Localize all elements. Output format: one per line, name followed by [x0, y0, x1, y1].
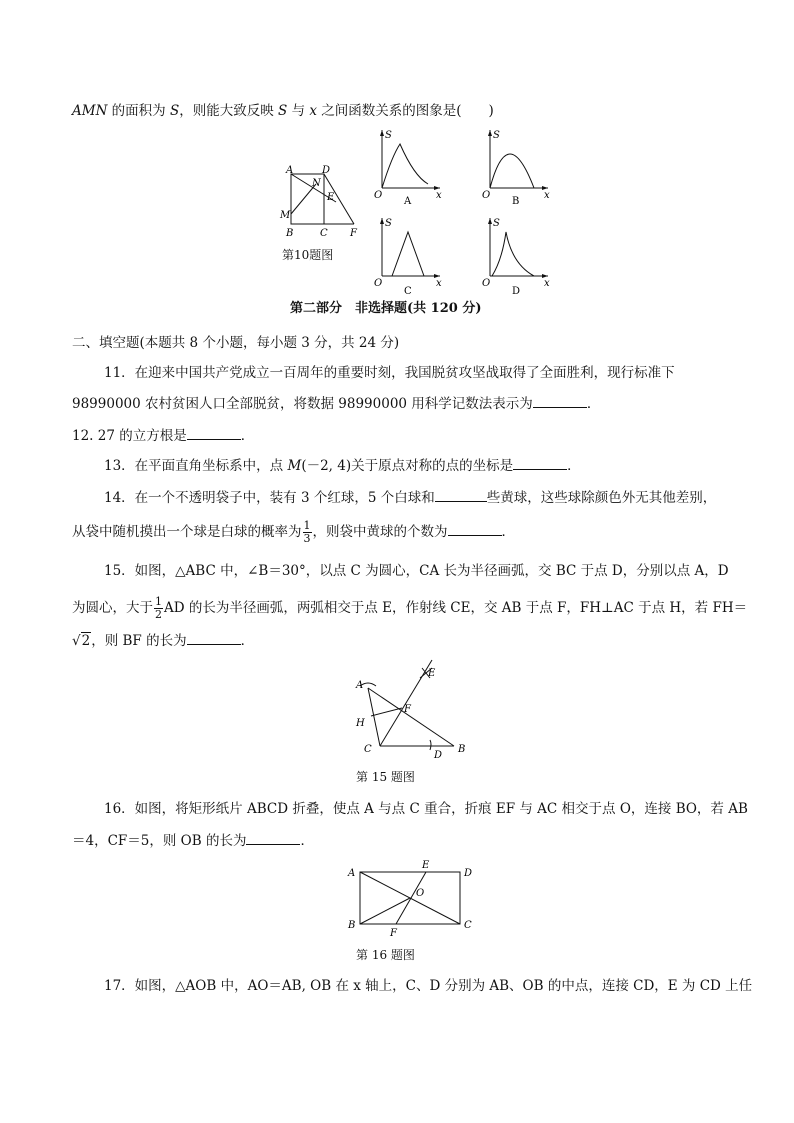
- q15-frac-num: 1: [155, 595, 162, 608]
- q15-label-B: B: [458, 744, 466, 755]
- q10-label-A: A: [286, 165, 294, 176]
- q15-frac-den: 2: [155, 608, 162, 621]
- q14-line1-a: 14．在一个不透明袋子中，装有 3 个红球，5 个白球和: [104, 490, 435, 506]
- q15-label-H: H: [356, 718, 365, 729]
- q15-line2: [72, 596, 747, 621]
- q14-line1-b: 些黄球，这些球除颜色外无其他差别，: [486, 490, 717, 506]
- q10-b-axis-y: S: [493, 130, 500, 141]
- q10-figure-caption: 第10题图: [282, 248, 334, 262]
- q10-label-B: B: [286, 228, 294, 239]
- q16-figure: [346, 858, 496, 938]
- q11-line2-text: 98990000 农村贫困人口全部脱贫，将数据 98990000 用科学记数法表示为: [72, 396, 533, 412]
- q10-text-d: ，则能大致反映: [179, 103, 279, 119]
- q12-line: [72, 427, 254, 445]
- q13-pre: 13．在平面直角坐标系中，点: [104, 458, 288, 474]
- q10-text-a: AMN: [72, 103, 108, 119]
- q14-answer-blank[interactable]: [448, 523, 502, 536]
- q10-label-C: C: [320, 228, 328, 239]
- q10-text-f: 与: [287, 103, 310, 119]
- q10-c-label: C: [404, 286, 412, 297]
- q15-line1: 15．如图，△ABC 中，∠B＝30°，以点 C 为圆心，CA 长为半径画弧，交 BC 于点 D，分别以点 A，D: [104, 563, 729, 579]
- q15-label-D: D: [434, 750, 443, 761]
- q10-d-axis-x: x: [544, 278, 550, 289]
- q11-end: ．: [586, 396, 601, 412]
- section2-title: 二、填空题(本题共 8 个小题，每小题 3 分，共 24 分): [72, 335, 400, 351]
- q15-line2-b: AD 的长为半径画弧，两弧相交于点 E，作射线 CE，交 AB 于点 F，FH⊥AC 于点 H，若 FH＝: [164, 600, 748, 616]
- q10-b-label: B: [512, 196, 520, 207]
- q15-label-A: A: [356, 680, 364, 691]
- q15-label-C: C: [364, 744, 372, 755]
- q14-line1: [104, 489, 716, 507]
- q15-fraction: [154, 596, 163, 621]
- q13-answer-blank[interactable]: [513, 457, 567, 470]
- q10-graph-c: [370, 214, 450, 297]
- q10-text-c: S: [169, 103, 180, 119]
- q14-line2-a: 从袋中随机摸出一个球是白球的概率为: [72, 524, 302, 540]
- q14-frac-den: 3: [303, 532, 311, 545]
- part2-title: 第二部分 非选择题(共 120 分): [290, 301, 482, 316]
- q10-b-origin: O: [482, 190, 491, 201]
- q11-line2: [72, 395, 600, 413]
- q15-line3: [72, 632, 254, 650]
- q14-blank-yellow[interactable]: [435, 489, 487, 502]
- q16-label-C: C: [464, 920, 472, 931]
- q13-point: M: [287, 458, 302, 474]
- q16-line1: 16．如图，将矩形纸片 ABCD 折叠，使点 A 与点 C 重合，折痕 EF 与 AC 相交于点 O，连接 BO，若 AB: [104, 801, 748, 817]
- q10-label-N: N: [312, 178, 321, 189]
- q10-label-F: F: [350, 228, 357, 239]
- q10-a-axis-y: S: [385, 130, 392, 141]
- q10-label-D: D: [322, 165, 331, 176]
- q13-end: ．: [567, 458, 581, 474]
- q10-a-label: A: [404, 196, 412, 207]
- q16-label-B: B: [348, 920, 356, 931]
- q16-figure-caption: 第 16 题图: [356, 948, 415, 962]
- q10-d-origin: O: [482, 278, 491, 289]
- q10-graph-d: [478, 214, 558, 297]
- q16-label-A: A: [348, 868, 356, 879]
- q13-coords: (－2, 4): [301, 458, 352, 474]
- q10-b-axis-x: x: [544, 190, 550, 201]
- q15-end: ．: [240, 633, 255, 649]
- q10-text-e: S: [278, 103, 288, 119]
- q15-answer-blank[interactable]: [187, 632, 241, 645]
- q14-end: ．: [501, 524, 515, 540]
- q10-d-label: D: [512, 286, 521, 297]
- q10-d-axis-y: S: [493, 218, 500, 229]
- q16-label-D: D: [464, 868, 473, 879]
- q12-end: ．: [240, 428, 255, 444]
- q10-a-origin: O: [374, 190, 383, 201]
- q10-graph-b: [478, 126, 558, 206]
- q15-figure: [350, 656, 490, 766]
- q17-line1: 17．如图，△AOB 中，AO＝AB, OB 在 x 轴上，C、D 分别为 AB、OB 的中点，连接 CD，E 为 CD 上任: [104, 978, 753, 994]
- q15-line2-a: 为圆心，大于: [72, 600, 153, 616]
- q10-label-M: M: [280, 210, 291, 221]
- q10-tail-line: [72, 102, 494, 120]
- q16-answer-blank[interactable]: [246, 832, 300, 845]
- q13-line: [104, 457, 581, 475]
- q15-line3-text: ，则 BF 的长为: [91, 633, 187, 649]
- q12-text: 12. 27 的立方根是: [72, 428, 187, 444]
- q16-label-E: E: [422, 860, 430, 871]
- q15-label-E: E: [428, 668, 436, 679]
- q10-c-axis-x: x: [436, 278, 442, 289]
- q13-post: 关于原点对称的点的坐标是: [351, 458, 514, 474]
- q15-sqrt-value: 2: [81, 633, 91, 649]
- q10-text-g: x: [309, 103, 317, 119]
- q14-line2: [72, 520, 515, 545]
- q10-text-b: 的面积为: [107, 103, 170, 119]
- q10-graph-a: [370, 126, 450, 206]
- q10-text-h: 之间函数关系的图象是( ): [317, 103, 494, 119]
- q15-sqrt: √2: [72, 633, 91, 649]
- q16-line2-text: ＝4，CF＝5，则 OB 的长为: [72, 833, 247, 849]
- q11-line1: 11．在迎来中国共产党成立一百周年的重要时刻，我国脱贫攻坚战取得了全面胜利，现行标准下: [104, 365, 675, 381]
- q10-c-origin: O: [374, 278, 383, 289]
- q14-line2-b: ，则袋中黄球的个数为: [312, 524, 448, 540]
- q12-answer-blank[interactable]: [187, 427, 241, 440]
- q16-label-O: O: [416, 888, 425, 899]
- q10-label-E: E: [327, 192, 335, 203]
- q14-fraction: [303, 520, 312, 545]
- q14-frac-num: 1: [303, 519, 311, 532]
- q10-a-axis-x: x: [436, 190, 442, 201]
- q15-label-F: F: [404, 704, 411, 715]
- q16-end: ．: [300, 833, 314, 849]
- q11-answer-blank[interactable]: [533, 395, 587, 408]
- q16-label-F: F: [390, 928, 397, 939]
- q15-figure-caption: 第 15 题图: [356, 770, 415, 784]
- q16-line2: [72, 832, 314, 850]
- q10-c-axis-y: S: [385, 218, 392, 229]
- q10-square-figure: [276, 162, 366, 242]
